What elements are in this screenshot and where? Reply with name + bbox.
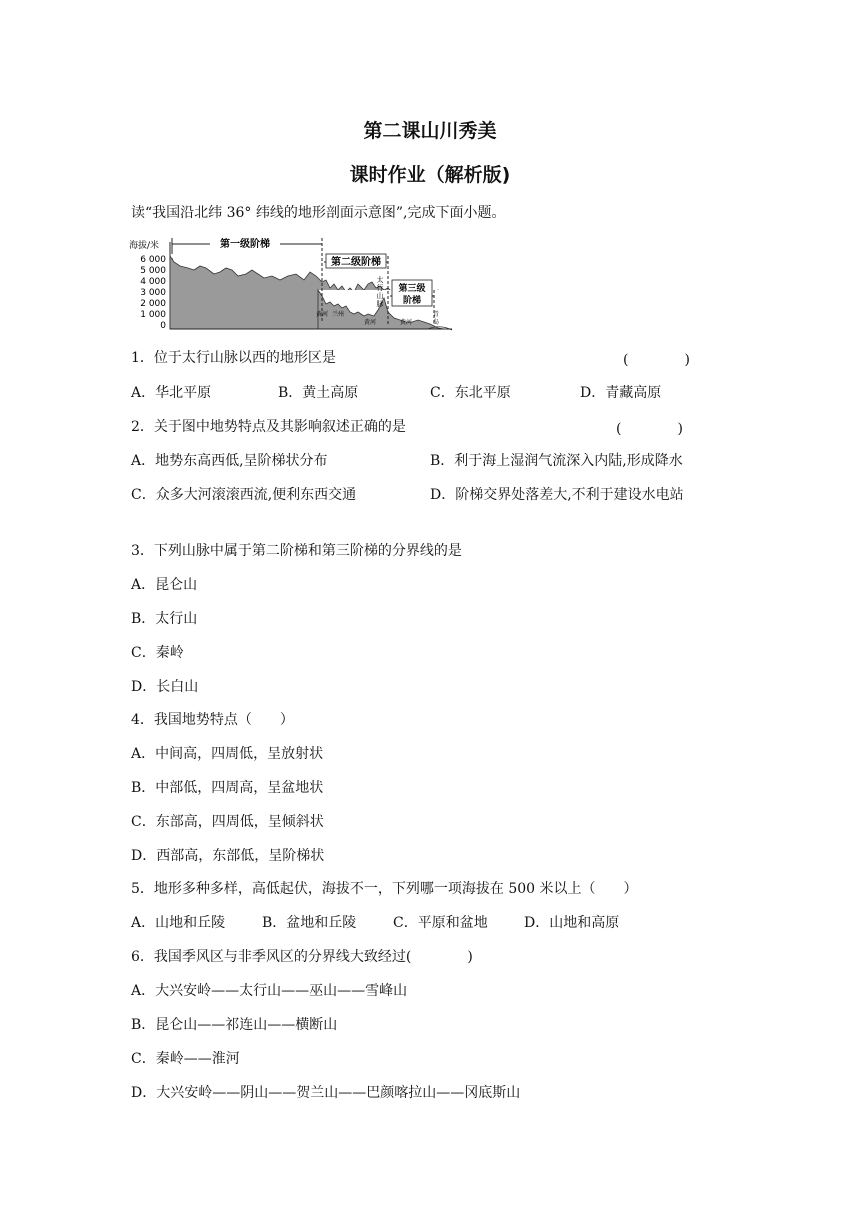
place-label: 岛: [432, 319, 440, 326]
place-label: 黄河: [399, 319, 413, 326]
step3-label-line2: 阶梯: [402, 296, 422, 306]
question-option: C．众多大河滚滚西流,便利东西交通: [131, 487, 357, 503]
question-option: B．利于海上湿润气流深入内陆,形成降水: [430, 453, 683, 469]
question-option: B．中部低，四周高，呈盆地状: [131, 780, 324, 796]
step1-label: 第一级阶梯: [220, 239, 270, 250]
question-option: D．大兴安岭——阴山——贺兰山——巴颜喀拉山——冈底斯山: [131, 1085, 521, 1101]
question-option: D．阶梯交界处落差大,不利于建设水电站: [430, 487, 684, 503]
question-option: A．山地和丘陵: [131, 915, 226, 931]
question-option: A．华北平原: [131, 385, 212, 401]
question-option: C．平原和盆地: [393, 915, 488, 931]
question-stem: 6．我国季风区与非季风区的分界线大致经过( ): [131, 949, 473, 965]
question-option: D．山地和高原: [524, 915, 620, 931]
taihang-label-char: 太: [376, 276, 384, 284]
question-stem: 3．下列山脉中属于第二阶梯和第三阶梯的分界线的是: [131, 543, 462, 559]
step3-label-line1: 第三级: [398, 284, 426, 294]
figure-ytick: 5 000: [140, 266, 166, 276]
place-label: 黄河: [315, 311, 329, 318]
place-label: 兰州: [331, 311, 345, 318]
taihang-label-char: 行: [376, 284, 384, 292]
question-option: A．地势东高西低,呈阶梯状分布: [131, 453, 328, 469]
page-title: 第二课山川秀美: [363, 120, 497, 142]
answer-blank: ( ): [616, 421, 683, 437]
question-option: C．秦岭——淮河: [131, 1051, 240, 1067]
question-option: D．西部高，东部低，呈阶梯状: [131, 848, 325, 864]
question-stem: 2．关于图中地势特点及其影响叙述正确的是: [131, 419, 406, 435]
question-option: B．盆地和丘陵: [262, 915, 357, 931]
figure-ytick: 6 000: [140, 255, 166, 265]
question-option: B．太行山: [131, 611, 198, 627]
question-option: C．秦岭: [131, 645, 184, 661]
figure-ytick: 2 000: [140, 299, 166, 309]
question-option: D．青藏高原: [580, 385, 662, 401]
figure-ylabel: 海拔/米: [129, 241, 160, 251]
question-option: B．黄土高原: [278, 385, 359, 401]
question-option: C．东北平原: [430, 385, 511, 401]
taihang-label-char: 山: [376, 292, 384, 300]
step2-label: 第二级阶梯: [331, 257, 381, 268]
terrain-profile-figure: [128, 232, 452, 336]
question-option: D．长白山: [131, 679, 199, 695]
place-label: 青: [432, 311, 440, 318]
intro-text: 读“我国沿北纬 36° 纬线的地形剖面示意图”,完成下面小题。: [131, 205, 506, 221]
answer-blank: ( ): [623, 352, 690, 368]
question-stem: 4．我国地势特点（ ）: [131, 712, 294, 728]
question-option: A．昆仑山: [131, 577, 198, 593]
taihang-label-char: 脉: [376, 300, 384, 308]
figure-ytick: 4 000: [140, 277, 166, 287]
figure-ytick: 0: [160, 321, 166, 331]
question-option: B．昆仑山——祁连山——横断山: [131, 1017, 338, 1033]
page-subtitle: 课时作业（解析版): [349, 164, 511, 186]
question-option: A．大兴安岭——太行山——巫山——雪峰山: [131, 983, 408, 999]
question-option: A．中间高，四周低，呈放射状: [131, 746, 324, 762]
figure-ytick: 1 000: [140, 310, 166, 320]
place-label: 黄河: [363, 319, 377, 326]
question-stem: 5．地形多种多样，高低起伏，海拔不一，下列哪一项海拔在 500 米以上（ ）: [131, 881, 638, 897]
question-stem: 1．位于太行山脉以西的地形区是: [131, 350, 336, 366]
figure-ytick: 3 000: [140, 288, 166, 298]
question-option: C．东部高，四周低，呈倾斜状: [131, 814, 324, 830]
